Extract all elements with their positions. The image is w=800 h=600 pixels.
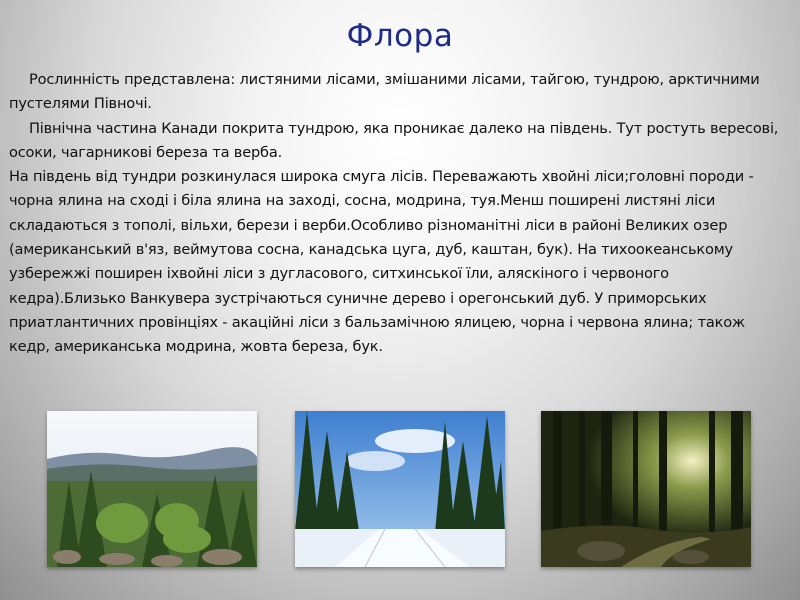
slide-title: Флора	[346, 18, 454, 54]
snowy-forest-road-photo	[295, 411, 505, 567]
dark-forest-photo	[541, 411, 751, 567]
paragraph-vegetation: Рослинність представлена: листяними лісами, змішаними лісами, тайгою, тундрою, арктичними пустелями Півночі.	[9, 71, 760, 113]
paragraph-tundra: Північна частина Канади покрита тундрою, яка проникає далеко на південь. Тут ростуть вересові, осоки, чагарникові береза та верба.	[9, 119, 779, 161]
forest-hill-photo	[47, 411, 257, 567]
slide-body	[9, 68, 779, 360]
paragraph-forests: На південь від тундри розкинулася широка смуга лісів. Переважають хвойні ліси;головні породи - чорна ялина на сході і біла ялина на заході, сосна, модрина, туя.Менш поширені листяні ліси складаються з тополі, вільхи, берези і верби.Особливо різноманітні ліси в районі Великих озер (американський в'яз, веймутова сосна, канадська цуга, дуб, каштан, бук). На тихоокеанському узбережжі поширен іхвойні ліси з дугласового, ситхинської їли, аляскіного і червоного кедра).Близько Ванкувера зустрічаються суничне дерево і орегонський дуб. У приморських приатлантичних провінціях - акаційні ліси з бальзамічною ялицею, чорна і червона ялина; також кедр, американська модрина, жовта береза, бук.	[9, 168, 754, 356]
